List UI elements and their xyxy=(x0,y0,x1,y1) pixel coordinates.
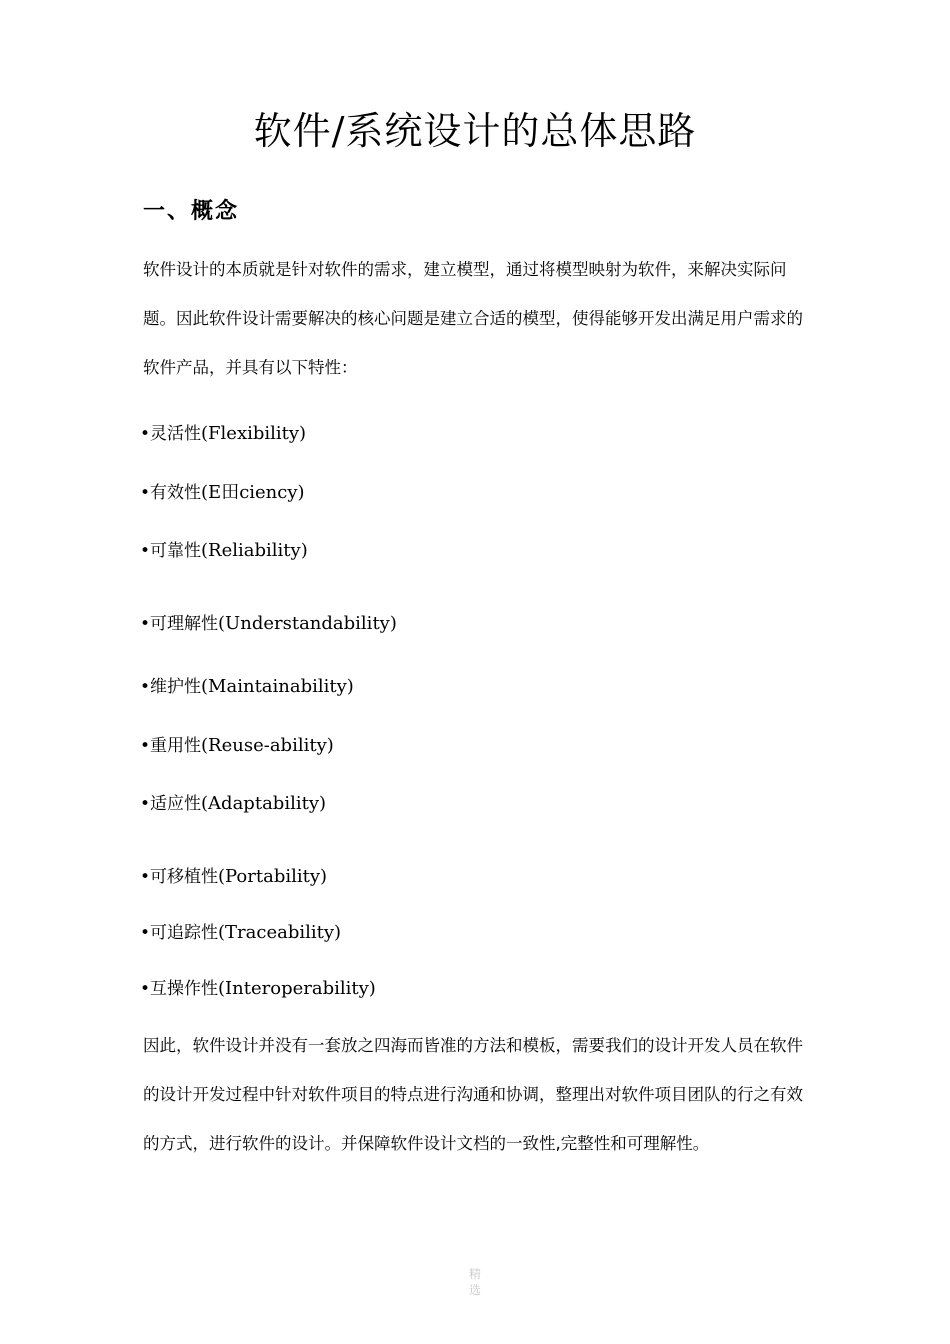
section-heading: 一、概念 xyxy=(143,199,240,224)
quality-cn: 灵活性 xyxy=(150,424,202,444)
bullet-marker: • xyxy=(140,794,151,814)
bullet-marker: • xyxy=(140,424,151,444)
quality-item-interoperability xyxy=(140,976,376,1002)
quality-item-reliability xyxy=(140,538,308,564)
quality-cn: 维护性 xyxy=(150,677,202,697)
bullet-marker: • xyxy=(140,736,151,756)
footer-watermark xyxy=(0,1266,950,1298)
quality-item-understandability xyxy=(140,611,397,637)
quality-item-efficiency xyxy=(140,480,305,506)
quality-en: (Maintainability) xyxy=(201,676,354,697)
closing-paragraph: 因此，软件设计并没有一套放之四海而皆准的方法和模板，需要我们的设计开发人员在软件的设计开发过程中针对软件项目的特点进行沟通和协调，整理出对软件项目团队的行之有效的方式，进行软件的设计。并保障软件设计文档的一致性,完整性和可理解性。 xyxy=(143,1036,803,1153)
quality-en: (Adaptability) xyxy=(201,793,327,814)
quality-item-maintainability xyxy=(140,674,354,700)
bullet-marker: • xyxy=(140,483,151,503)
quality-en: (Understandability) xyxy=(218,613,397,634)
quality-cn: 可靠性 xyxy=(150,541,202,561)
quality-en: (Portability) xyxy=(218,866,328,887)
quality-en: (Flexibility) xyxy=(201,423,307,444)
footer-watermark-char: 选 xyxy=(468,1283,481,1297)
quality-cn: 适应性 xyxy=(150,794,202,814)
quality-cn: 可移植性 xyxy=(150,867,219,887)
bullet-marker: • xyxy=(140,923,151,943)
quality-item-reuse-ability xyxy=(140,733,334,759)
quality-cn: 重用性 xyxy=(150,736,202,756)
bullet-marker: • xyxy=(140,677,151,697)
bullet-marker: • xyxy=(140,867,151,887)
quality-en: (E田ciency) xyxy=(201,482,305,503)
quality-item-flexibility xyxy=(140,421,306,447)
quality-en: (Interoperability) xyxy=(218,978,376,999)
quality-item-portability xyxy=(140,864,327,890)
quality-en: (Reuse-ability) xyxy=(201,735,334,756)
quality-cn: 有效性 xyxy=(150,483,202,503)
quality-cn: 可追踪性 xyxy=(150,923,219,943)
quality-cn: 互操作性 xyxy=(150,979,219,999)
quality-en: (Traceability) xyxy=(218,922,342,943)
document-title: 软件/系统设计的总体思路 xyxy=(253,109,697,153)
bullet-marker: • xyxy=(140,979,151,999)
bullet-marker: • xyxy=(140,541,151,561)
footer-watermark-char: 精 xyxy=(468,1267,481,1281)
quality-item-adaptability xyxy=(140,791,326,817)
intro-paragraph: 软件设计的本质就是针对软件的需求，建立模型，通过将模型映射为软件，来解决实际问题。因此软件设计需要解决的核心问题是建立合适的模型，使得能够开发出满足用户需求的软件产品，并具有以下特性： xyxy=(143,260,803,377)
quality-item-traceability xyxy=(140,920,341,946)
quality-cn: 可理解性 xyxy=(150,614,219,634)
bullet-marker: • xyxy=(140,614,151,634)
quality-en: (Reliability) xyxy=(201,540,308,561)
